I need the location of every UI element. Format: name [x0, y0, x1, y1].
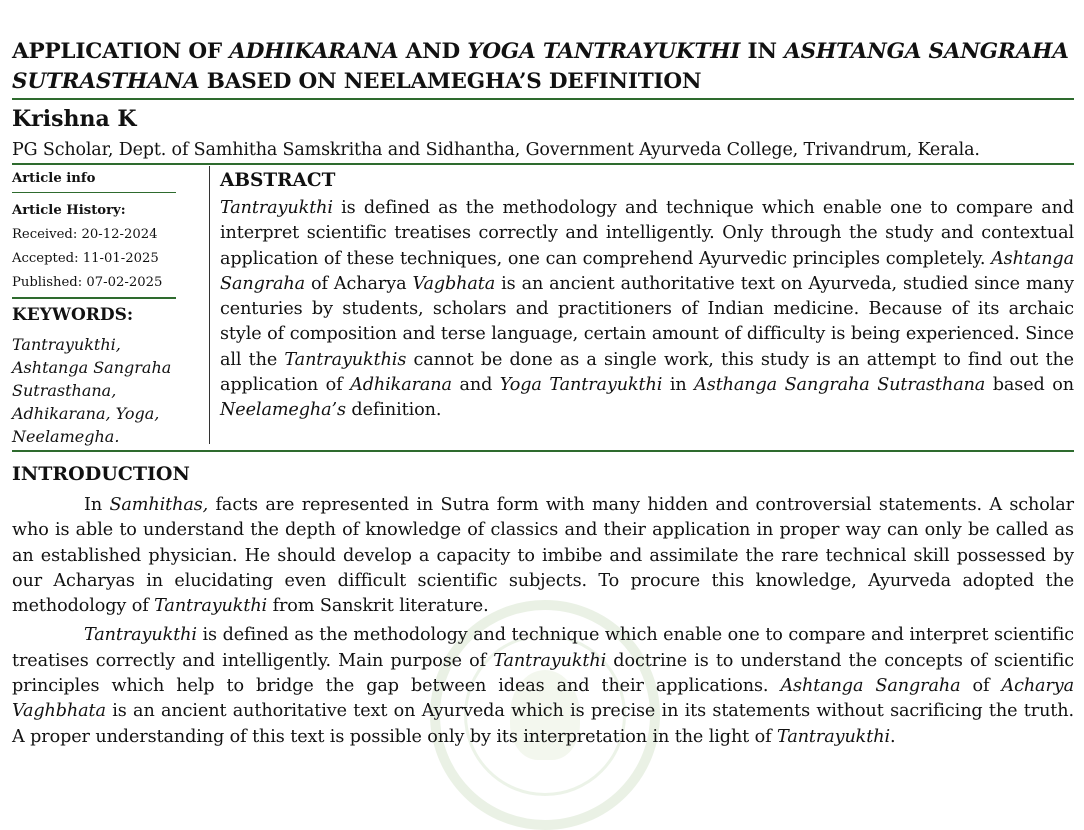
- article-info-heading: Article info: [12, 171, 96, 186]
- keywords-heading: KEYWORDS:: [12, 297, 176, 329]
- keyword-item: Tantrayukthi,: [12, 335, 121, 354]
- abstract-text: Tantrayukthi is defined as the methodology and technique which enable one to compare and interpret scientific treatises correctly and intelligently. Only through the study and contextual application of these techniques, one can comprehend Ayurvedic principles completely. Ashtanga Sangraha of Acharya Vagbhata is an ancient authoritative text on Ayurveda, studied since many centuries by students, scholars and practitioners of Indian medicine. Because of its archaic style of composition and terse language, certain amount of difficulty is being experienced. Since all the Tantrayukthis cannot be done as a single work, this study is an attempt to find out the application of Adhikarana and Yoga Tantrayukthi in Asthanga Sangraha Sutrasthana based on Neelamegha’s definition.: [220, 198, 1074, 421]
- sidebar-divider: [209, 166, 210, 444]
- introduction-paragraph-2: Tantrayukthi is defined as the methodology and technique which enable one to compare and interpret scientific treatises correctly and intelligently. Main purpose of Tantrayukthi doctrine is to understand the concepts of scientific principles which help to bridge the gap between ideas and their applications. Ashtanga Sangraha of Acharya Vaghbhata is an ancient authoritative text on Ayurveda which is precise in its statements without sacrificing the truth. A proper understanding of this text is possible only by its interpretation in the light of Tantrayukthi.: [12, 625, 1074, 747]
- article-history: [12, 192, 176, 295]
- keyword-item: Sutrasthana,: [12, 381, 117, 400]
- keyword-item: Neelamegha.: [12, 427, 120, 446]
- introduction-section: [12, 463, 1074, 750]
- keyword-item: Ashtanga Sangraha: [12, 358, 172, 377]
- article-title: APPLICATION OF ADHIKARANA AND YOGA TANTRAYUKTHI IN ASHTANGA SANGRAHA SUTRASTHANA BASED ON NEELAMEGHA’S DEFINITION: [12, 39, 1069, 94]
- article-info-sidebar: [12, 168, 176, 448]
- published-date: Published: 07-02-2025: [12, 275, 163, 290]
- keywords-list: [12, 333, 176, 448]
- author-name: Krishna K: [12, 106, 137, 132]
- abstract-divider: [12, 450, 1074, 452]
- introduction-paragraph-1: In Samhithas, facts are represented in Sutra form with many hidden and controversial statements. A scholar who is able to understand the depth of knowledge of classics and their application in proper way can only be called as an established physician. He should develop a capacity to imbibe and assimilate the rare technical skill possessed by our Acharyas in elucidating even difficult scientific subjects. To procure this knowledge, Ayurveda adopted the methodology of Tantrayukthi from Sanskrit literature.: [12, 495, 1074, 617]
- keyword-item: Adhikarana, Yoga,: [12, 404, 160, 423]
- introduction-heading: INTRODUCTION: [12, 463, 190, 485]
- header-divider: [12, 163, 1074, 165]
- received-date: Received: 20-12-2024: [12, 227, 158, 242]
- accepted-date: Accepted: 11-01-2025: [12, 251, 159, 266]
- abstract-section: [220, 170, 1074, 424]
- article-history-label: Article History:: [12, 203, 126, 218]
- title-divider: [12, 98, 1074, 100]
- abstract-heading: ABSTRACT: [220, 170, 336, 191]
- author-affiliation: PG Scholar, Dept. of Samhitha Samskritha and Sidhantha, Government Ayurveda College, Trivandrum, Kerala.: [12, 140, 980, 160]
